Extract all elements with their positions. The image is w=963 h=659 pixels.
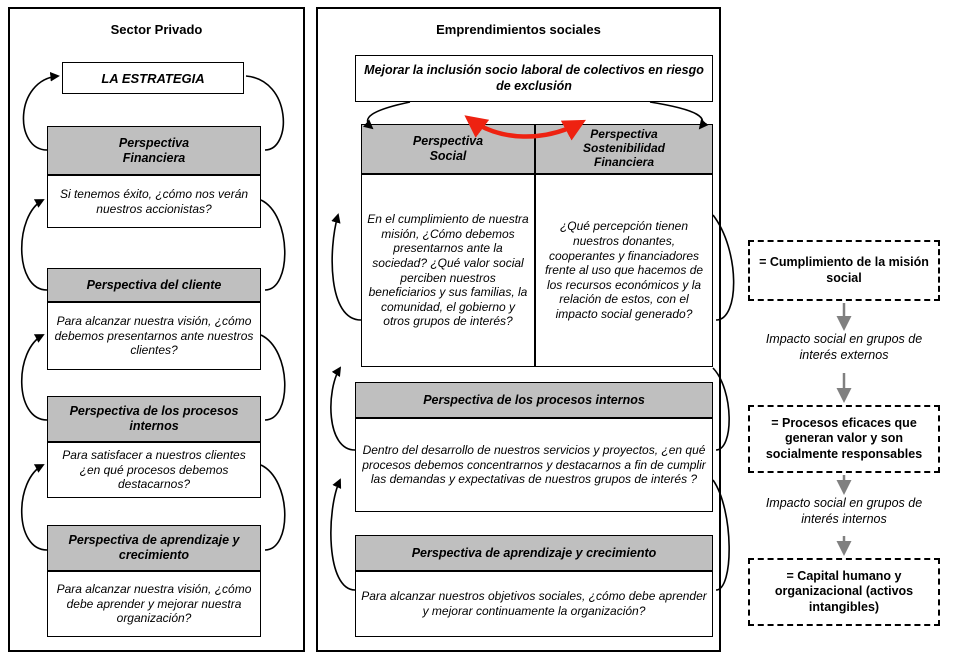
right-sustainability-body: ¿Qué percepción tienen nuestros donantes, cooperantes y financiadores frente al uso que hacemos de los recursos económicos y la relación de estos, con el impacto social generado? <box>535 174 713 367</box>
left-financial-header-line1: Perspectiva <box>118 135 190 150</box>
left-internal-header <box>47 396 261 442</box>
right-headline-box: Mejorar la inclusión socio laboral de colectivos en riesgo de exclusión <box>355 55 713 102</box>
right-learning-body: Para alcanzar nuestros objetivos sociales, ¿cómo debe aprender y mejorar continuamente la organización? <box>355 571 713 637</box>
outcome-capital-box: = Capital humano y organizacional (activos intangibles) <box>748 558 940 626</box>
right-internal-header: Perspectiva de los procesos internos <box>355 382 713 418</box>
left-financial-header-line2: Financiera <box>122 150 186 165</box>
right-social-header <box>361 124 535 174</box>
left-financial-header <box>47 126 261 175</box>
annot-internal-label: Impacto social en grupos de interés internos <box>765 496 923 526</box>
right-learning-header: Perspectiva de aprendizaje y crecimiento <box>355 535 713 571</box>
left-financial-body: Si tenemos éxito, ¿cómo nos verán nuestros accionistas? <box>47 175 261 228</box>
right-internal-body: Dentro del desarrollo de nuestros servicios y proyectos, ¿en qué procesos debemos concentrarnos y destacarnos a fin de cumplir las demandas y expectativas de nuestros grupos de interés ? <box>355 418 713 512</box>
annot-external-label: Impacto social en grupos de interés externos <box>765 332 923 362</box>
left-learning-header-line1: Perspectiva de aprendizaje y <box>68 533 240 547</box>
outcome-mission-box: = Cumplimiento de la misión social <box>748 240 940 301</box>
right-sustainability-header-line1: Perspectiva <box>590 127 658 142</box>
left-learning-header <box>47 525 261 571</box>
right-sustainability-header-line2: Sostenibilidad <box>582 141 665 156</box>
left-panel-title: Sector Privado <box>110 22 203 37</box>
left-learning-body: Para alcanzar nuestra visión, ¿cómo debe aprender y mejorar nuestra organización? <box>47 571 261 637</box>
outcome-processes-box: = Procesos eficaces que generan valor y son socialmente responsables <box>748 405 940 473</box>
left-learning-header-line2: crecimiento <box>118 548 190 562</box>
left-internal-header-line1: Perspectiva de los procesos <box>69 404 239 418</box>
right-social-header-line2: Social <box>429 149 467 163</box>
right-sustainability-header-line3: Financiera <box>593 154 655 169</box>
left-customer-body: Para alcanzar nuestra visión, ¿cómo debemos presentarnos ante nuestros clientes? <box>47 302 261 370</box>
right-social-body: En el cumplimiento de nuestra misión, ¿Cómo debemos presentarnos ante la sociedad? ¿Qué valor social perciben nuestros beneficiarios y sus familias, la comunidad, el gobierno y otros grupos de interés? <box>361 174 535 367</box>
right-social-header-line1: Perspectiva <box>412 134 484 148</box>
left-customer-header: Perspectiva del cliente <box>47 268 261 302</box>
left-strategy-box: LA ESTRATEGIA <box>62 62 244 94</box>
left-internal-body: Para satisfacer a nuestros clientes ¿en qué procesos debemos destacarnos? <box>47 442 261 498</box>
left-internal-header-line2: internos <box>129 419 179 433</box>
right-sustainability-header <box>535 124 713 174</box>
right-panel-title: Emprendimientos sociales <box>436 22 601 37</box>
